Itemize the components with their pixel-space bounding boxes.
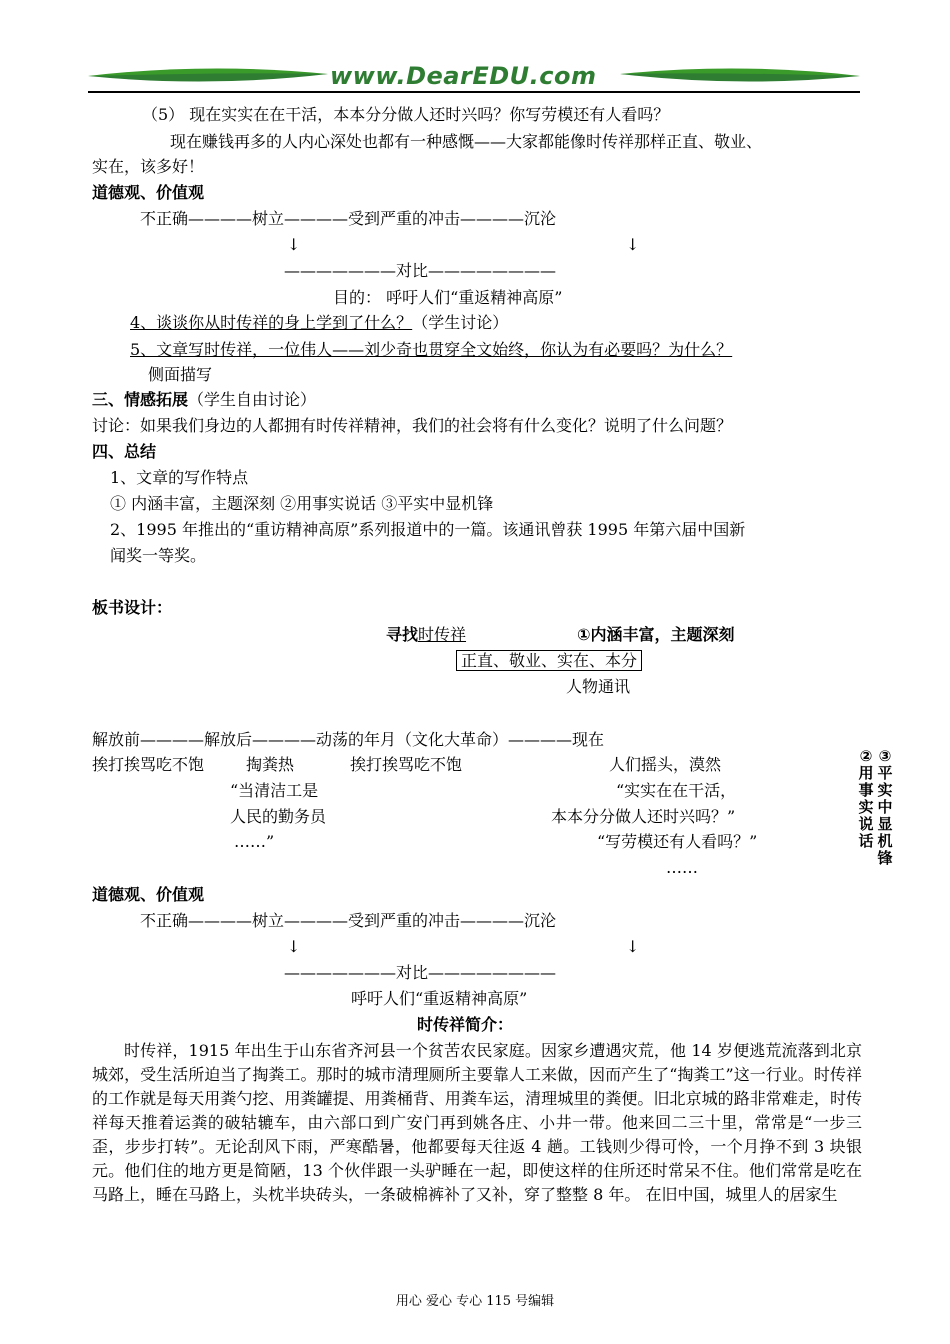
reflection-line-2: 实在，该多好！	[92, 157, 205, 176]
board-col-4: 人们摇头，漠然	[609, 755, 722, 774]
down-arrow-left: ↓	[287, 235, 301, 254]
board-col-3: 挨打挨骂吃不饱	[350, 755, 463, 774]
board-side-label-left: ②用事实说话	[858, 747, 874, 850]
section-3-note: （学生自由讨论）	[188, 390, 317, 409]
board-quote-2a: “实实在在干活，	[616, 781, 737, 800]
summary-features: ① 内涵丰富，主题深刻 ②用事实说话 ③平实中显机锋	[110, 494, 494, 513]
board-title	[386, 623, 466, 647]
question-5-recap: （5） 现在实实在在干活，本本分分做人还时兴吗？你写劳模还有人看吗？	[142, 105, 670, 124]
board-title-prefix: 寻找	[386, 625, 419, 644]
board-quote-1b: 人民的勤务员	[230, 807, 327, 826]
board-title-name: 时传祥	[418, 625, 467, 644]
board-feature-1: ①内涵丰富，主题深刻	[577, 625, 735, 644]
bio-heading: 时传祥简介：	[417, 1015, 514, 1034]
board-quote-2c: “写劳模还有人看吗？”	[597, 832, 758, 851]
board-quote-2b: 本本分分做人还时兴吗？”	[551, 807, 736, 826]
values-timeline: 不正确————树立————受到严重的冲击————沉沦	[140, 209, 557, 228]
down-arrow-right: ↓	[626, 235, 640, 254]
board-heading: 板书设计：	[92, 598, 173, 617]
summary-item-2a: 2、1995 年推出的“重访精神高原”系列报道中的一篇。该通讯曾获 1995 年第六届中国新	[110, 520, 746, 539]
section-4-heading: 四、总结	[92, 442, 157, 461]
down-arrow-left-2: ↓	[287, 937, 301, 956]
site-logo: www.DearEDU.com	[330, 62, 597, 90]
board-genre: 人物通讯	[566, 677, 631, 696]
board-quote-1c: ……”	[234, 832, 275, 851]
discussion-text: 讨论：如果我们身边的人都拥有时传祥精神，我们的社会将有什么变化？说明了什么问题？	[92, 416, 733, 435]
question-4-text: 4、谈谈你从时传祥的身上学到了什么？	[130, 313, 413, 332]
down-arrow-right-2: ↓	[626, 937, 640, 956]
values-timeline-2: 不正确————树立————受到严重的冲击————沉沦	[140, 911, 557, 930]
question-4	[130, 311, 508, 335]
bio-text: 时传祥，1915 年出生于山东省齐河县一个贫苦农民家庭。因家乡遭遇灾荒，他 14 岁便逃荒流落到北京城郊，受生活所迫当了掏粪工。那时的城市清理厕所主要靠人工来做，因而产生了“掏粪工”这一行业。时传祥的工作就是每天用粪勺挖、用粪罐提、用粪桶背、用粪车运，清理城里的粪便。旧北京城的路非常难走，时传祥每天推着运粪的破轱辘车，由六部口到广安门再到姚各庄、小井一带。他来回二三十里，常常是“一步三歪，步步打转”。无论刮风下雨，严寒酷暑，他都要每天往返 4 趟。工钱则少得可怜，一个月挣不到 3 块银元。他们住的地方更是简陋，13 个伙伴跟一头驴睡在一起，即使这样的住所还时常呆不住。他们常常是吃在马路上，睡在马路上，头枕半块砖头，一条破棉裤补了又补，穿了整整 8 年。 在旧中国，城里人的居家生	[92, 1041, 862, 1204]
page-footer: 用心 爱心 专心 115 号编辑	[395, 1294, 555, 1309]
board-col-2: 掏粪热	[246, 755, 295, 774]
purpose-line: 目的： 呼吁人们“重返精神高原”	[333, 288, 563, 307]
summary-item-2b: 闻奖一等奖。	[110, 546, 207, 565]
board-col-1: 挨打挨骂吃不饱	[92, 755, 205, 774]
values-heading: 道德观、价值观	[92, 183, 205, 202]
header-divider	[88, 91, 860, 93]
contrast-line-2: ———————对比————————	[284, 963, 557, 982]
call-line: 呼吁人们“重返精神高原”	[351, 989, 528, 1008]
section-3-title: 三、情感拓展	[92, 390, 189, 409]
board-side-label-right: ③平实中显机锋	[877, 748, 893, 867]
board-qualities	[456, 649, 642, 673]
section-3-heading	[92, 388, 316, 412]
values-heading-2: 道德观、价值观	[92, 885, 205, 904]
question-4-note: （学生讨论）	[412, 313, 509, 332]
reflection-line-1: 现在赚钱再多的人内心深处也都有一种感慨——大家都能像时传祥那样正直、敬业、	[170, 132, 763, 151]
board-quote-2d: ……	[666, 858, 698, 877]
question-5: 5、文章写时传祥，一位伟人——刘少奇也贯穿全文始终，你认为有必要吗？为什么？	[130, 340, 733, 359]
qualities-box: 正直、敬业、实在、本分	[456, 650, 642, 671]
summary-item-1: 1、文章的写作特点	[110, 468, 249, 487]
question-5-answer: 侧面描写	[148, 365, 213, 384]
board-timeline: 解放前————解放后————动荡的年月（文化大革命）————现在	[92, 730, 605, 749]
board-quote-1a: “当清洁工是	[230, 781, 319, 800]
contrast-line: ———————对比————————	[284, 261, 557, 280]
